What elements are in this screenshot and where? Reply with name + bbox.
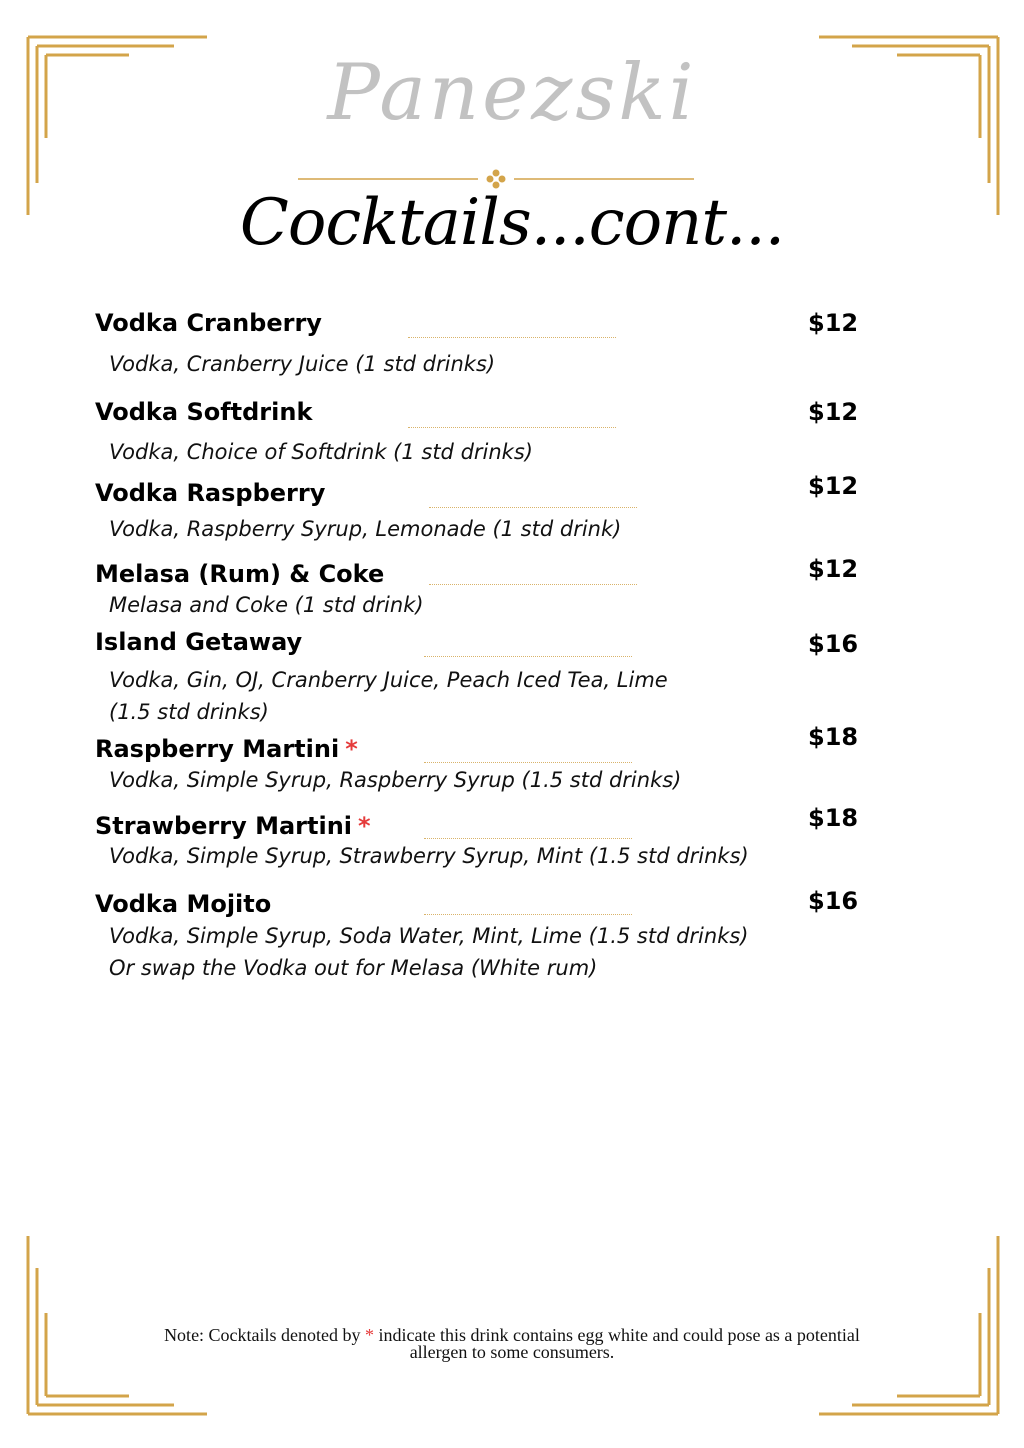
brand-logo: Panezski bbox=[327, 48, 697, 138]
dotted-leader bbox=[424, 656, 632, 657]
item-price: $12 bbox=[808, 555, 859, 583]
item-name-island-getaway: Island Getaway bbox=[95, 628, 303, 656]
allergen-asterisk: * bbox=[358, 812, 371, 840]
dotted-leader bbox=[424, 914, 632, 915]
item-price: $16 bbox=[808, 887, 859, 915]
item-price: $12 bbox=[808, 472, 859, 500]
item-name-melasa-rum-coke: Melasa (Rum) & Coke bbox=[95, 560, 385, 588]
item-name-raspberry-martini: Raspberry Martini * bbox=[95, 735, 358, 763]
dotted-leader bbox=[429, 507, 637, 508]
item-price: $18 bbox=[808, 804, 859, 832]
item-name-strawberry-martini: Strawberry Martini * bbox=[95, 812, 371, 840]
item-description: Vodka, Gin, OJ, Cranberry Juice, Peach Iced Tea, Lime (1.5 std drinks) bbox=[109, 668, 668, 724]
item-price: $12 bbox=[808, 398, 859, 426]
item-name-vodka-mojito: Vodka Mojito bbox=[95, 890, 272, 918]
item-description: Vodka, Choice of Softdrink (1 std drinks) bbox=[109, 440, 533, 464]
dotted-leader bbox=[424, 838, 632, 839]
item-description: Vodka, Raspberry Syrup, Lemonade (1 std drink) bbox=[109, 517, 622, 541]
allergen-asterisk: * bbox=[365, 1325, 375, 1345]
allergen-footnote: Note: Cocktails denoted by * indicate this drink contains egg white and could pose as a potential allergen to some consumers. bbox=[164, 1325, 860, 1362]
item-name-vodka-softdrink: Vodka Softdrink bbox=[95, 398, 313, 426]
item-description: Melasa and Coke (1 std drink) bbox=[109, 593, 424, 617]
dotted-leader bbox=[424, 762, 632, 763]
corner-ornament-bottom-right bbox=[812, 1228, 1002, 1418]
item-price: $16 bbox=[808, 630, 859, 658]
dotted-leader bbox=[408, 337, 616, 338]
item-description: Vodka, Cranberry Juice (1 std drinks) bbox=[109, 352, 496, 376]
item-price: $12 bbox=[808, 309, 859, 337]
item-description: Vodka, Simple Syrup, Soda Water, Mint, Lime (1.5 std drinks) Or swap the Vodka out for Melasa (White rum) bbox=[109, 924, 749, 980]
dotted-leader bbox=[408, 427, 616, 428]
section-heading: Cocktails...cont... bbox=[239, 186, 785, 260]
allergen-asterisk: * bbox=[345, 735, 358, 763]
item-description: Vodka, Simple Syrup, Strawberry Syrup, Mint (1.5 std drinks) bbox=[109, 844, 749, 868]
item-description: Vodka, Simple Syrup, Raspberry Syrup (1.5 std drinks) bbox=[109, 768, 682, 792]
dotted-leader bbox=[429, 584, 637, 585]
item-price: $18 bbox=[808, 723, 859, 751]
corner-ornament-bottom-left bbox=[24, 1228, 214, 1418]
item-name-vodka-cranberry: Vodka Cranberry bbox=[95, 309, 322, 337]
item-name-vodka-raspberry: Vodka Raspberry bbox=[95, 479, 326, 507]
